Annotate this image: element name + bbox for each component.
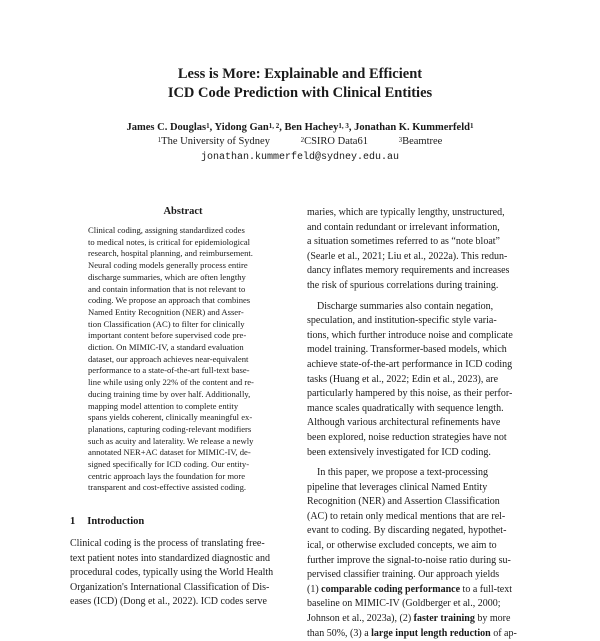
text-line: pipeline that leverages clinical Named Entity <box>307 481 488 493</box>
text-line: tions, which further introduce noise and complicate <box>307 329 513 341</box>
affiliation: $^2$CSIRO Data61 <box>300 136 368 147</box>
text-line: than 50%, (3) a large input length reduction of ap- <box>307 627 517 639</box>
author-name: Yidong Gan <box>214 122 269 133</box>
text-line: mance scales quadratically with sequence length. <box>307 402 504 414</box>
section-title: Introduction <box>87 516 145 527</box>
introduction-body <box>70 537 296 610</box>
text-line: Johnson et al., 2023a), (2) faster training by more <box>307 613 511 625</box>
text-line: performance to a state-of-the-art full-text base- <box>88 365 250 376</box>
text-line: Recognition (NER) and Assertion Classification <box>307 496 500 508</box>
text-line: spans yields coherent, clinically meaningful ex- <box>88 412 253 423</box>
paragraph <box>307 206 533 294</box>
text-line: speculation, and institution-specific style varia- <box>307 315 497 327</box>
text-line: pervised classifier training. Our approach yields <box>307 569 500 581</box>
author-email[interactable]: jonathan.kummerfeld@sydney.edu.au <box>200 152 400 163</box>
affiliation: $^3$Beamtree <box>398 136 443 147</box>
text-line: Named Entity Recognition (NER) and Asser- <box>88 306 244 317</box>
text-line: ical, or otherwise excluded concepts, we aim to <box>307 540 497 552</box>
text-line: ducing training time by over half. Additionally, <box>88 388 251 399</box>
text-line: centric approach lays the foundation for more <box>88 470 246 481</box>
paragraph <box>307 466 533 583</box>
text-line: tion Classification (AC) to filter for clinically <box>88 318 245 329</box>
text-line: coding. We propose an approach that combines <box>88 295 251 306</box>
text-line: eases (ICD) (Dong et al., 2022). ICD codes serve <box>70 596 267 607</box>
author-name: James C. Douglas <box>126 122 207 133</box>
author-list: James C. Douglas$^1$, Yidong Gan$^{1, 2}$, Ben Hachey$^{1, 3}$, Jonathan K. Kummerfeld$^1$ <box>126 122 474 133</box>
paper-title <box>0 65 600 103</box>
text-line: annotated NER+AC dataset for MIMIC-IV, de- <box>88 447 251 458</box>
author-affil-mark: 1 <box>469 122 474 130</box>
text-line: Neural coding models generally process entire <box>88 260 248 271</box>
text-line: line while using only 22% of the content and re- <box>88 377 254 388</box>
author-affil-mark: 1, 2 <box>268 122 280 130</box>
text-line: tasks (Huang et al., 2022; Edin et al., 2023), are <box>307 373 499 385</box>
text-line: Clinical coding, assigning standardized codes <box>88 225 245 235</box>
text-line: planations, capturing coding-relevant modifiers <box>88 423 252 434</box>
abstract-body <box>88 225 280 494</box>
text-line: discharge summaries, which are often lengthy <box>88 271 246 282</box>
paragraph <box>307 300 533 461</box>
abstract-heading: Abstract <box>163 206 203 217</box>
text-line: to medical notes, is critical for epidemiological <box>88 236 251 247</box>
author-affil-mark: 1, 3 <box>338 122 349 130</box>
text-line: a situation sometimes referred to as “note bloat” <box>307 236 500 248</box>
text-line: Although various architectural refinements have <box>307 417 501 429</box>
text-line: maries, which are typically lengthy, unstructured, <box>307 207 505 218</box>
text-line: particularly hampered by this noise, as their perfor- <box>307 388 513 400</box>
section-heading <box>70 516 144 527</box>
text-line: research, hospital planning, and reimbursement. <box>88 248 253 259</box>
title-line-2: ICD Code Prediction with Clinical Entities <box>167 85 433 101</box>
text-line: model training. Transformer-based models, which <box>307 344 507 356</box>
text-line: and contain redundant or irrelevant information, <box>307 221 500 233</box>
text-line: evant to coding. By discarding negated, hypothet- <box>307 525 507 537</box>
text-line: important content before supervised code pre- <box>88 330 247 341</box>
author-name: Jonathan K. Kummerfeld <box>354 122 470 133</box>
text-line: text patient notes into standardized diagnostic and <box>70 552 270 564</box>
section-number: 1 <box>70 516 76 527</box>
affiliation: $^1$The University of Sydney <box>157 136 270 147</box>
affiliation-list <box>0 135 600 149</box>
text-line: signed specifically for ICD coding. Our entity- <box>88 459 250 470</box>
text-line: the risk of spurious correlations during training. <box>307 279 499 291</box>
text-line: diction. On MIMIC-IV, a standard evaluation <box>88 342 244 353</box>
text-line: (Searle et al., 2021; Liu et al., 2022a). This redun- <box>307 250 508 262</box>
text-line: procedural codes, typically using the World Health <box>70 567 274 578</box>
text-line: been extensively investigated for ICD coding. <box>307 446 491 458</box>
text-line: baseline on MIMIC-IV (Goldberger et al., 2000; <box>307 598 501 610</box>
text-line: and contain information that is not relevant to <box>88 283 246 294</box>
text-line: (1) comparable coding performance to a full-text <box>307 583 512 595</box>
text-line: dancy inflates memory requirements and increases <box>307 265 510 277</box>
text-line: further improve the signal-to-noise ratio during su- <box>307 554 511 566</box>
text-line: Discharge summaries also contain negation, <box>317 300 494 312</box>
author-affil-mark: 1 <box>206 122 210 130</box>
text-line: achieve state-of-the-art performance in ICD coding <box>307 358 513 370</box>
text-line: Organization's International Classification of Dis- <box>70 581 270 593</box>
text-line: such as acuity and laterality. We release a newly <box>88 435 254 446</box>
text-line: Clinical coding is the process of translating free- <box>70 538 265 549</box>
author-name: Ben Hachey <box>284 122 339 133</box>
text-line: transparent and cost-effective assisted coding. <box>88 482 247 493</box>
text-line: dataset, our approach achieves near-equivalent <box>88 353 249 364</box>
title-line-1: Less is More: Explainable and Efficient <box>177 66 423 82</box>
text-line: (AC) to retain only medical mentions that are rel- <box>307 510 506 522</box>
text-line: been explored, noise reduction strategies have not <box>307 431 507 443</box>
text-line: mapping model attention to complete entity <box>88 400 239 411</box>
right-column <box>307 206 533 641</box>
text-line: In this paper, we propose a text-processing <box>317 467 488 479</box>
